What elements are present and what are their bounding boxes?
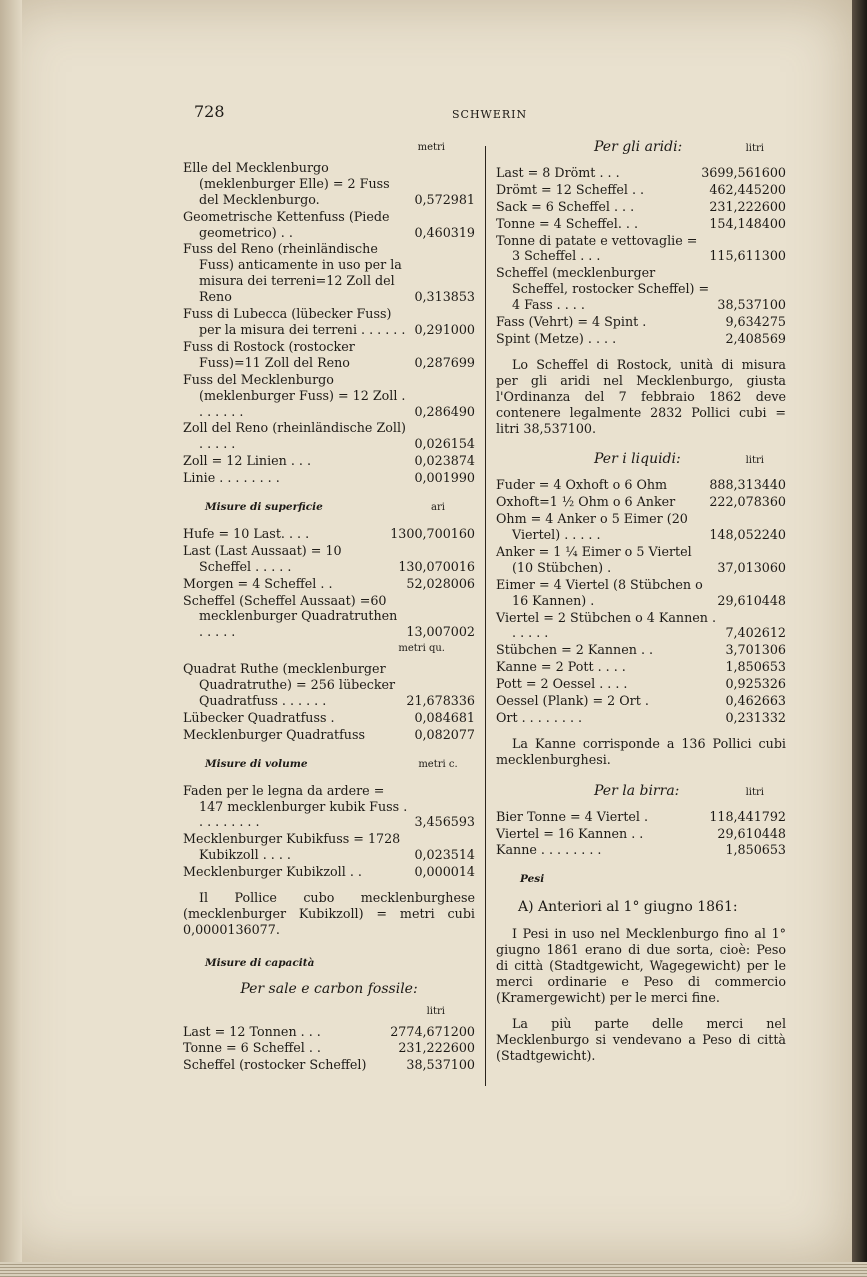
row-value: 0,462663 [725, 693, 786, 709]
row-label: Oxhoft=1 ½ Ohm o 6 Anker [496, 494, 676, 510]
liquid-subtitle: Per i liquidi: [594, 451, 681, 468]
row-value: 3,701306 [725, 642, 786, 658]
table-row [496, 842, 786, 858]
table-row [496, 544, 786, 576]
surface-title: Misure di superficie [205, 501, 323, 514]
dry-note: Lo Scheffel di Rostock, unità di misura per gli aridi nel Mecklenburgo, giusta l'Ordinanza del 7 febbraio 1862 deve contenere legalmente 2832 Pollici cubi = litri 38,537100. [496, 356, 786, 436]
row-value: 21,678336 [406, 693, 475, 708]
beer-head [496, 784, 786, 801]
pesi-paragraph-1: I Pesi in uso nel Mecklenburgo fino al 1° giugno 1861 erano di due sorta, cioè: Peso di città (Stadtgewicht, Wagegewicht) per le merci ordinarie e Peso di commercio (Kramergewicht) per le merci fine. [496, 926, 786, 1005]
table-row [496, 477, 786, 493]
row-value: 148,052240 [709, 527, 786, 543]
table-row [496, 314, 786, 330]
table-row [183, 453, 475, 469]
row-value: 115,611300 [709, 248, 786, 264]
table-row [183, 727, 475, 743]
table-row [496, 216, 786, 232]
table-row [183, 831, 475, 863]
row-value: 0,026154 [414, 436, 475, 452]
table-row [183, 339, 475, 371]
row-label: Kanne = 2 Pott . . . . [496, 659, 626, 675]
row-label: Last (Last Aussaat) = 10 Scheffel . . . . . [183, 542, 342, 574]
dry-unit: litri [745, 143, 764, 154]
row-value: 118,441792 [709, 808, 786, 824]
row-value: 13,007002 [406, 624, 475, 640]
row-label: Ort . . . . . . . . [496, 710, 583, 725]
right-column [496, 140, 786, 1073]
row-label: Fuss del Reno (rheinländische Fuss) anticamente in uso per la misura dei terreni=12 Zoll del Reno [183, 241, 402, 305]
row-value: 0,023874 [414, 453, 475, 469]
row-label: Mecklenburger Quadratfuss [183, 726, 365, 742]
row-label: Bier Tonne = 4 Viertel . [496, 808, 649, 824]
volume-title: Misure di volume [205, 757, 308, 770]
table-row [496, 710, 786, 726]
dry-head [496, 140, 786, 157]
row-label: Elle del Mecklenburgo (meklenburger Elle) = 2 Fuss del Mecklenburgo. [183, 159, 390, 207]
row-label: Anker = 1 ¼ Eimer o 5 Viertel (10 Stübchen) . [496, 543, 692, 575]
table-row [496, 182, 786, 198]
table-row [496, 676, 786, 692]
pesi-paragraph-2: La più parte delle merci nel Mecklenburgo si vendevano a Peso di città (Stadtgewicht). [496, 1015, 786, 1063]
table-row [496, 165, 786, 181]
row-label: Fuss del Mecklenburgo (meklenburger Fuss) = 12 Zoll . . . . . . . [183, 371, 406, 419]
row-value: 29,610448 [717, 825, 786, 841]
row-label: Fuss di Lubecca (lübecker Fuss) per la misura dei terreni . . . . . . [183, 306, 406, 337]
capacity-subtitle: Per sale e carbon fossile: [240, 980, 418, 997]
table-row [496, 659, 786, 675]
row-value: 231,222600 [398, 1040, 475, 1056]
row-value: 0,082077 [414, 726, 475, 742]
row-value: 0,000014 [414, 864, 475, 880]
table-row [496, 511, 786, 543]
beer-unit: litri [745, 786, 764, 798]
row-value: 1,850653 [725, 842, 786, 858]
table-row [496, 265, 786, 313]
surface-section-head [183, 500, 475, 516]
liquid-table [496, 477, 786, 726]
liquid-note: La Kanne corrisponde a 136 Pollici cubi mecklenburghesi. [496, 735, 786, 767]
row-label: Tonne = 6 Scheffel . . [183, 1040, 321, 1056]
table-row [183, 470, 475, 486]
table-row [496, 809, 786, 825]
page-edge-right [852, 0, 867, 1277]
volume-note: Il Pollice cubo mecklenburghese (mecklenburger Kubikzoll) = metri cubi 0,0000136077. [183, 890, 475, 937]
dry-table [496, 165, 786, 347]
row-value: 2774,671200 [390, 1023, 475, 1039]
beer-table [496, 809, 786, 859]
table-row [183, 209, 475, 241]
capacity-section-head [183, 956, 475, 972]
row-value: 3699,561600 [701, 164, 786, 180]
table-row [183, 783, 475, 831]
row-label: Oessel (Plank) = 2 Ort . [496, 693, 649, 709]
left-column [183, 140, 475, 1074]
volume-table [183, 783, 475, 880]
table-row [496, 577, 786, 609]
row-label: Fuss di Rostock (rostocker Fuss)=11 Zoll del Reno [183, 338, 355, 370]
row-label: Fuder = 4 Oxhoft o 6 Ohm [496, 477, 668, 493]
row-value: 1,850653 [725, 659, 786, 675]
row-value: 231,222600 [709, 198, 786, 214]
row-label: Viertel = 2 Stübchen o 4 Kannen . . . . . . [496, 609, 717, 641]
page-spine [0, 0, 22, 1262]
table-row [496, 233, 786, 265]
row-value: 0,313853 [414, 289, 475, 305]
capacity-table [183, 1024, 475, 1074]
table-row [183, 864, 475, 880]
table-row [183, 543, 475, 575]
row-label: Faden per le legna da ardere = 147 mecklenburger kubik Fuss . . . . . . . . . [183, 782, 408, 830]
row-label: Geometrische Kettenfuss (Piede geometrico) . . [183, 208, 390, 240]
row-value: 0,925326 [725, 676, 786, 692]
table-row [496, 826, 786, 842]
row-label: Fass (Vehrt) = 4 Spint . [496, 314, 647, 330]
row-value: 2,408569 [725, 330, 786, 346]
row-label: Last = 8 Drömt . . . [496, 164, 620, 180]
row-value: 38,537100 [406, 1057, 475, 1073]
table-row [183, 593, 475, 641]
row-label: Tonne = 4 Scheffel. . . [496, 215, 638, 231]
table-row [496, 494, 786, 510]
page-edge-bottom [0, 1262, 867, 1277]
row-label: Pott = 2 Oessel . . . . [496, 676, 628, 692]
volume-section-head [183, 757, 475, 773]
row-value: 0,001990 [414, 470, 475, 486]
running-head: SCHWERIN [452, 108, 528, 121]
row-label: Hufe = 10 Last. . . . [183, 525, 310, 541]
row-label: Kanne . . . . . . . . [496, 842, 602, 858]
row-value: 29,610448 [717, 592, 786, 608]
row-value: 7,402612 [725, 625, 786, 641]
row-value: 0,231332 [725, 710, 786, 725]
row-value: 37,013060 [717, 559, 786, 575]
column-divider [485, 146, 486, 1086]
row-value: 52,028006 [406, 575, 475, 591]
row-value: 38,537100 [717, 297, 786, 313]
table-row [496, 610, 786, 642]
pesi-subtitle: A) Anteriori al 1° giugno 1861: [518, 899, 738, 916]
row-label: Tonne di patate e vettovaglie = 3 Scheffel . . . [496, 232, 698, 264]
row-value: 0,023514 [414, 847, 475, 863]
row-value: 888,313440 [709, 477, 786, 493]
row-label: Mecklenburger Kubikfuss = 1728 Kubikzoll . . . . [183, 831, 401, 863]
surface-table-2 [183, 661, 475, 743]
dry-subtitle: Per gli aridi: [594, 139, 683, 155]
row-value: 0,291000 [414, 321, 475, 337]
surface-table [183, 526, 475, 640]
table-row [496, 331, 786, 347]
beer-subtitle: Per la birra: [594, 782, 680, 799]
row-label: Scheffel (mecklenburger Scheffel, rostocker Scheffel) = 4 Fass . . . . [496, 265, 710, 313]
row-value: 9,634275 [725, 314, 786, 330]
table-row [183, 710, 475, 726]
row-value: 0,286490 [414, 403, 475, 419]
pesi-title: Pesi [520, 873, 545, 886]
row-label: Ohm = 4 Anker o 5 Eimer (20 Viertel) . . . . . [496, 511, 688, 543]
row-value: 0,287699 [414, 354, 475, 370]
table-row [183, 1024, 475, 1040]
row-value: 130,070016 [398, 558, 475, 574]
lengths-unit: metri [417, 142, 445, 153]
row-value: 3,456593 [414, 814, 475, 830]
page-header [0, 102, 852, 126]
row-value: 1300,700160 [390, 525, 475, 541]
row-label: Viertel = 16 Kannen . . [496, 825, 644, 841]
row-value: 0,084681 [414, 709, 475, 725]
row-label: Drömt = 12 Scheffel . . [496, 181, 645, 197]
liquid-head [496, 452, 786, 469]
table-row [183, 241, 475, 305]
row-label: Stübchen = 2 Kannen . . [496, 642, 654, 658]
table-row [183, 306, 475, 338]
capacity-title: Misure di capacità [205, 956, 315, 969]
row-label: Lübecker Quadratfuss . [183, 709, 335, 725]
row-label: Eimer = 4 Viertel (8 Stübchen o 16 Kannen) . [496, 576, 703, 608]
volume-unit: metri c. [418, 758, 458, 770]
row-value: 0,572981 [414, 191, 475, 207]
row-label: Scheffel (rostocker Scheffel) [183, 1057, 367, 1073]
surface-unit-2: metri qu. [398, 643, 445, 655]
row-label: Sack = 6 Scheffel . . . [496, 198, 635, 214]
row-label: Zoll = 12 Linien . . . [183, 453, 312, 469]
table-row [496, 199, 786, 215]
row-value: 154,148400 [709, 215, 786, 231]
row-value: 0,460319 [414, 224, 475, 240]
row-label: Quadrat Ruthe (mecklenburger Quadratruthe) = 256 lübecker Quadratfuss . . . . . . [183, 661, 396, 708]
row-label: Last = 12 Tonnen . . . [183, 1023, 321, 1039]
surface-unit: ari [431, 502, 445, 514]
table-row [183, 1057, 475, 1073]
table-row [183, 160, 475, 208]
table-row [496, 642, 786, 658]
table-row [496, 693, 786, 709]
table-row [183, 1040, 475, 1056]
lengths-table [183, 160, 475, 486]
row-label: Mecklenburger Kubikzoll . . [183, 864, 362, 880]
liquid-unit: litri [745, 455, 764, 467]
row-label: Zoll del Reno (rheinländische Zoll) . . . . . [183, 420, 406, 452]
row-label: Spint (Metze) . . . . [496, 330, 617, 346]
table-row [183, 526, 475, 542]
table-row [183, 420, 475, 452]
row-value: 462,445200 [709, 181, 786, 197]
row-label: Scheffel (Scheffel Aussaat) =60 mecklenburger Quadratruthen . . . . . [183, 592, 398, 640]
table-row [183, 372, 475, 420]
page-number: 728 [194, 102, 225, 121]
table-row [183, 661, 475, 709]
row-value: 222,078360 [709, 494, 786, 510]
capacity-unit: litri [426, 1005, 445, 1017]
row-label: Linie . . . . . . . . [183, 470, 280, 486]
row-label: Morgen = 4 Scheffel . . [183, 575, 333, 591]
table-row [183, 576, 475, 592]
